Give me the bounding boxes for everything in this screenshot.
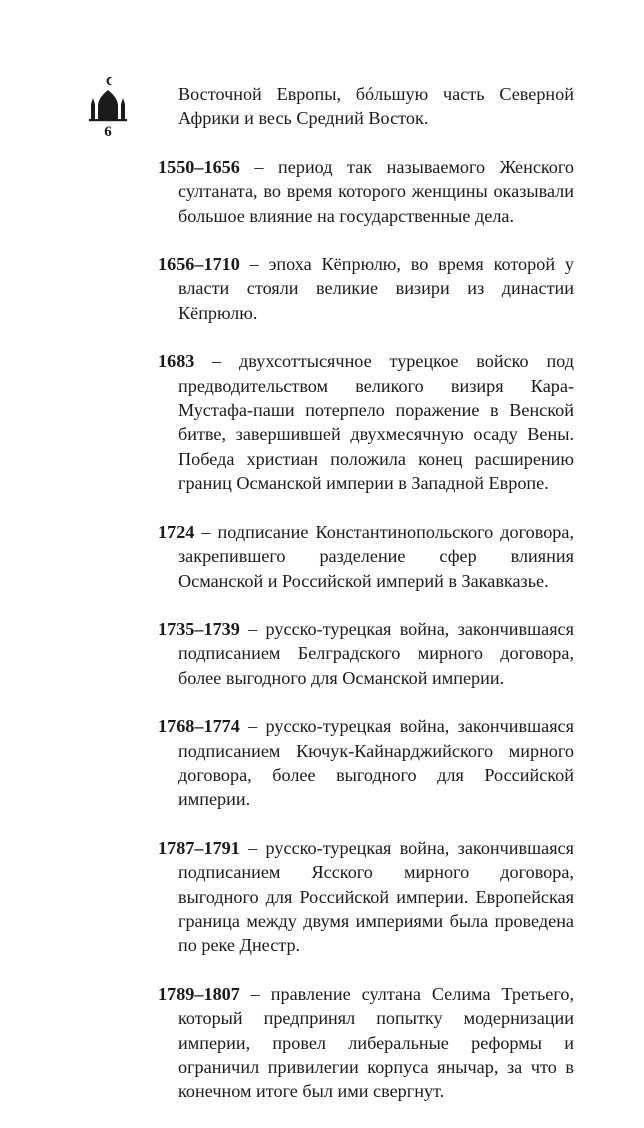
chronology-entry <box>158 714 574 812</box>
entry-description: – период так называемого Женского султаната, во время которого женщины оказывали большое влияние на государственные дела. <box>178 156 574 226</box>
chronology-entry <box>158 982 574 1104</box>
entry-description: – русско-турецкая война, закончившаяся подписанием Кючук-Кайнарджийского мирного договора, более выгодного для Российской империи. <box>178 716 574 810</box>
chronology-entry <box>158 349 574 495</box>
chronology-list <box>158 155 574 1104</box>
entry-year: 1789–1807 <box>158 983 240 1004</box>
chronology-entry <box>158 836 574 958</box>
entry-year: 1683 <box>158 351 195 372</box>
entry-year: 1724 <box>158 521 195 542</box>
entry-description: – правление султана Селима Третьего, который предпринял попытку модернизации империи, провел либеральные реформы и ограничил привилегии корпуса янычар, за что в конечном итоге был ими свергнут. <box>178 983 574 1102</box>
chronology-text <box>158 82 574 1128</box>
entry-description: – русско-турецкая война, закончившаяся подписанием Белградского мирного договора, более выгодного для Османской империи. <box>178 618 574 688</box>
entry-year: 1656–1710 <box>158 254 240 275</box>
entry-year: 1550–1656 <box>158 156 240 177</box>
chronology-entry <box>158 155 574 228</box>
entry-year: 1787–1791 <box>158 837 240 858</box>
mosque-crescent-icon <box>88 74 128 124</box>
entry-description: – эпоха Кёпрюлю, во время которой у власти стояли великие визири из династии Кёпрюлю. <box>178 254 574 323</box>
chronology-entry <box>158 617 574 690</box>
page-number: 6 <box>104 124 112 140</box>
entry-description: – русско-турецкая война, закончившаяся подписанием Ясского мирного договора, выгодного для Российской империи. Европейская граница между двумя империями была проведена по реке Днестр. <box>178 837 574 956</box>
entry-year: 1735–1739 <box>158 618 240 639</box>
chronology-entry <box>158 252 574 325</box>
entry-description: – двухсоттысячное турецкое войско под предводительством великого визиря Кара-Мустафа-паши потерпело поражение в Венской битве, завершившей двухмесячную осаду Вены. Победа христиан положила конец расширению границ Османской империи в Западной Европе. <box>178 351 574 494</box>
chronology-entry <box>158 520 574 593</box>
intro-paragraph: Восточной Европы, бóльшую часть Северной Африки и весь Средний Восток. <box>178 84 574 129</box>
entry-description: – подписание Константинопольского договора, закрепившего разделение сфер влияния Османской и Российской империй в Закавказье. <box>178 521 574 591</box>
entry-year: 1768–1774 <box>158 716 240 737</box>
